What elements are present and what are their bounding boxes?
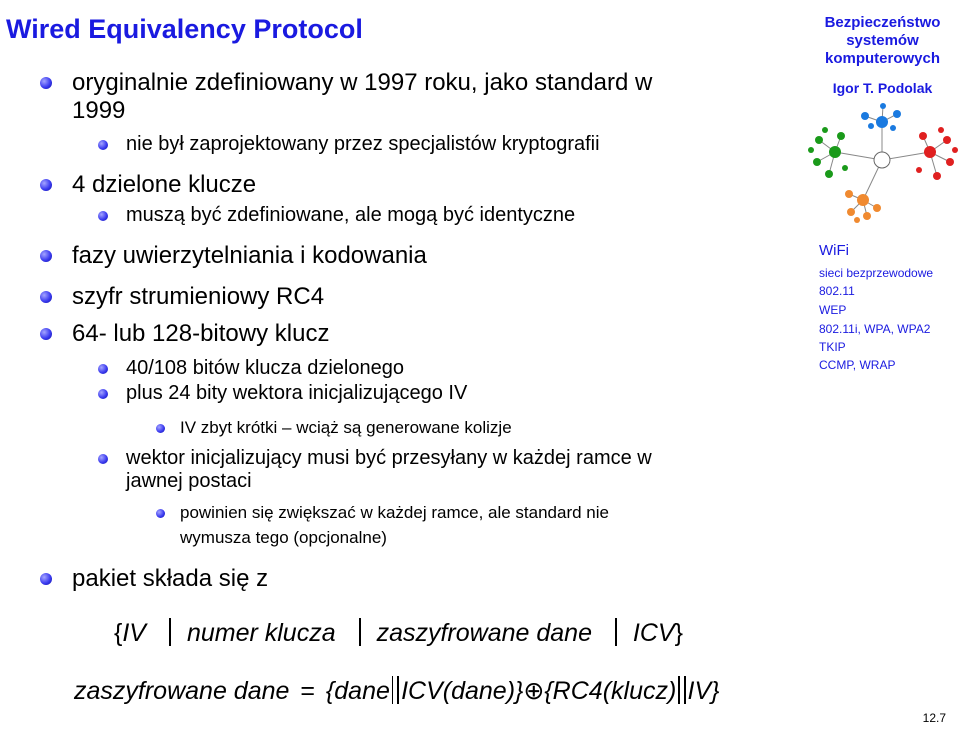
sidebar-nav-item[interactable]: CCMP, WRAP [819,358,896,372]
equation-part-icv: ICV(dane)} [401,677,524,705]
bullet-icon [40,328,52,340]
sidebar [805,0,960,735]
list-item: pakiet składa się z [72,565,269,592]
bullet-icon [98,454,108,464]
separator [169,618,171,646]
bullet-icon [40,291,52,303]
sidebar-nav-item[interactable]: WEP [819,303,847,317]
sidebar-nav-item[interactable]: WiFi [819,242,849,259]
equation-part-rc4: {RC4(klucz) [544,677,677,705]
bullet-icon [40,250,52,262]
packet-open-brace: { [114,619,123,647]
bullet-icon [156,424,165,433]
list-item: muszą być zdefiniowane, ale mogą być identyczne [126,204,576,226]
sidebar-title-line: Bezpieczeństwo [824,14,941,31]
bullet-icon [40,77,52,89]
list-item: wektor inicjalizujący musi być przesyłany w każdej ramce w [126,447,652,469]
separator [678,676,680,704]
packet-field-encrypted-data: zaszyfrowane dane [376,619,592,647]
separator [615,618,617,646]
sidebar-nav-item[interactable]: sieci bezprzewodowe [819,266,934,280]
packet-field-icv: ICV [632,619,675,647]
bullet-icon [98,389,108,399]
list-item: 64- lub 128-bitowy klucz [72,320,330,347]
equation-part-dane: {dane [325,677,390,705]
bullet-icon [40,179,52,191]
packet-field-key-number: numer klucza [186,619,336,647]
separator [392,676,394,704]
equation-lhs: zaszyfrowane dane [74,677,290,705]
slide-title: Wired Equivalency Protocol [6,14,363,44]
tree-logo-icon [805,100,960,225]
packet-close-brace: } [674,619,683,647]
sidebar-nav-item[interactable]: 802.11 [819,284,855,298]
bullet-icon [156,509,165,518]
sidebar-author: Igor T. Podolak [832,80,933,96]
sidebar-nav-item[interactable]: 802.11i, WPA, WPA2 [819,322,931,336]
bullet-icon [98,211,108,221]
list-item: IV zbyt krótki – wciąż są generowane kolizje [180,418,512,437]
list-item: szyfr strumieniowy RC4 [72,283,325,310]
list-item-continuation: wymusza tego (opcjonalne) [180,528,387,547]
sidebar-title-line: systemów [846,32,919,49]
packet-field-iv: IV [122,619,146,647]
sidebar-nav-item[interactable]: TKIP [819,340,846,354]
separator [684,676,686,704]
list-item: fazy uwierzytelniania i kodowania [72,242,427,269]
separator [397,676,399,704]
list-item: oryginalnie zdefiniowany w 1997 roku, jako standard w [72,69,653,96]
equation-equals: = [300,677,315,705]
page-number: 12.7 [922,711,946,725]
list-item: 4 dzielone klucze [72,171,257,198]
bullet-icon [98,364,108,374]
list-item: nie był zaprojektowany przez specjalistów kryptografii [126,133,600,155]
list-item-continuation: 1999 [72,97,126,124]
encryption-equation [74,676,719,706]
packet-structure [114,618,683,648]
list-item: 40/108 bitów klucza dzielonego [126,357,404,379]
list-item-continuation: jawnej postaci [126,470,252,492]
separator [359,618,361,646]
list-item: plus 24 bity wektora inicjalizującego IV [126,382,468,404]
xor-symbol: ⊕ [523,677,545,705]
equation-part-iv: IV} [687,677,720,705]
bullet-icon [40,573,52,585]
sidebar-title-line: komputerowych [824,50,941,67]
bullet-icon [98,140,108,150]
list-item: powinien się zwiększać w każdej ramce, ale standard nie [180,503,609,522]
